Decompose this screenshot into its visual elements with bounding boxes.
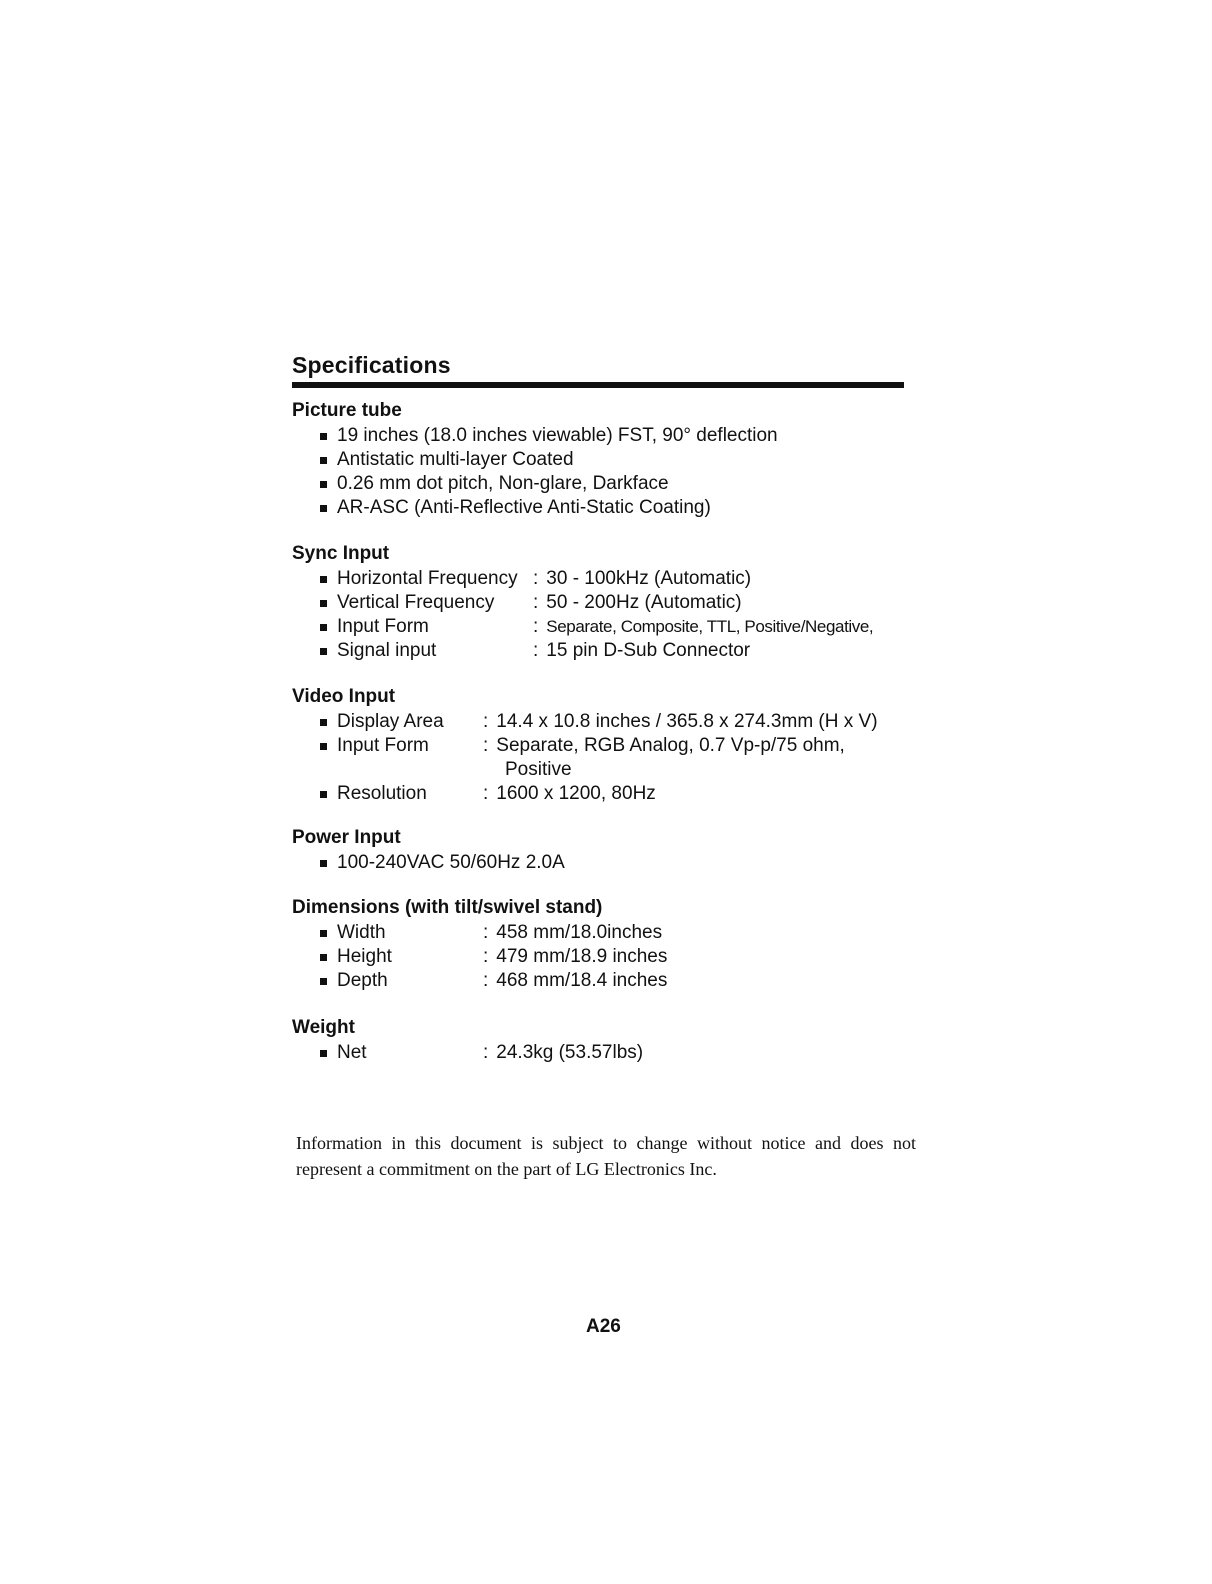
spec-separator: : — [483, 735, 489, 756]
section-heading: Picture tube — [292, 400, 402, 421]
spec-label: Signal input — [337, 640, 437, 661]
item-text: 0.26 mm dot pitch, Non-glare, Darkface — [337, 473, 669, 494]
spec-separator: : — [533, 640, 539, 661]
spec-row — [292, 782, 932, 806]
spec-value: 50 - 200Hz (Automatic) — [546, 592, 742, 613]
list-item — [292, 424, 932, 448]
section-picture-tube — [292, 399, 932, 520]
spec-row — [292, 591, 932, 615]
spec-value: Separate, RGB Analog, 0.7 Vp-p/75 ohm, — [496, 735, 845, 756]
bullet-icon — [320, 600, 327, 607]
spec-value: 14.4 x 10.8 inches / 365.8 x 274.3mm (H x V) — [496, 711, 878, 732]
bullet-icon — [320, 930, 327, 937]
bullet-icon — [320, 1050, 327, 1057]
spec-value: 30 - 100kHz (Automatic) — [546, 568, 752, 589]
spec-label: Width — [337, 922, 386, 943]
list-item — [292, 496, 932, 520]
spec-row — [292, 615, 932, 639]
spec-separator: : — [533, 616, 539, 637]
spec-label: Horizontal Frequency — [337, 568, 518, 589]
spec-separator: : — [533, 592, 539, 613]
spec-row — [292, 710, 932, 734]
spec-label: Display Area — [337, 711, 444, 732]
bullet-icon — [320, 954, 327, 961]
bullet-icon — [320, 648, 327, 655]
item-text: AR-ASC (Anti-Reflective Anti-Static Coating) — [337, 497, 711, 518]
spec-separator: : — [483, 970, 489, 991]
bullet-icon — [320, 624, 327, 631]
list-item — [292, 472, 932, 496]
spec-label: Net — [337, 1042, 367, 1063]
title-rule — [292, 382, 904, 388]
spec-label: Input Form — [337, 616, 429, 637]
spec-value: 468 mm/18.4 inches — [496, 970, 668, 991]
spec-row — [292, 945, 932, 969]
list-item — [292, 448, 932, 472]
spec-label: Vertical Frequency — [337, 592, 495, 613]
spec-value: 479 mm/18.9 inches — [496, 946, 668, 967]
bullet-icon — [320, 860, 327, 867]
page-title: Specifications — [292, 352, 451, 378]
spec-separator: : — [483, 783, 489, 804]
spec-row — [292, 734, 932, 758]
bullet-icon — [320, 433, 327, 440]
spec-row — [292, 921, 932, 945]
section-power-input — [292, 826, 932, 875]
spec-separator: : — [483, 922, 489, 943]
spec-value: 24.3kg (53.57lbs) — [496, 1042, 644, 1063]
section-heading: Dimensions (with tilt/swivel stand) — [292, 897, 603, 918]
spec-value: 15 pin D-Sub Connector — [546, 640, 751, 661]
section-dimensions — [292, 896, 932, 993]
spec-separator: : — [533, 568, 539, 589]
bullet-icon — [320, 576, 327, 583]
spec-row — [292, 1041, 932, 1065]
bullet-icon — [320, 791, 327, 798]
spec-row — [292, 639, 932, 663]
bullet-icon — [320, 719, 327, 726]
section-heading: Sync Input — [292, 543, 390, 564]
spec-separator: : — [483, 946, 489, 967]
page-number: A26 — [586, 1316, 621, 1337]
bullet-icon — [320, 978, 327, 985]
section-heading: Weight — [292, 1017, 355, 1038]
spec-separator: : — [483, 1042, 489, 1063]
spec-label: Depth — [337, 970, 388, 991]
section-video-input — [292, 685, 932, 806]
list-item — [292, 851, 932, 875]
section-heading: Video Input — [292, 686, 396, 707]
spec-value: 458 mm/18.0inches — [496, 922, 663, 943]
section-sync-input — [292, 542, 932, 663]
spec-value: 1600 x 1200, 80Hz — [496, 783, 656, 804]
section-weight — [292, 1016, 932, 1065]
item-text: Antistatic multi-layer Coated — [337, 449, 574, 470]
spec-value-continuation: Positive — [505, 759, 572, 780]
bullet-icon — [320, 743, 327, 750]
spec-label: Height — [337, 946, 392, 967]
spec-row — [292, 567, 932, 591]
bullet-icon — [320, 481, 327, 488]
spec-label: Input Form — [337, 735, 429, 756]
spec-value: Separate, Composite, TTL, Positive/Negative, — [546, 617, 874, 636]
spec-row — [292, 969, 932, 993]
bullet-icon — [320, 457, 327, 464]
section-heading: Power Input — [292, 827, 401, 848]
bullet-icon — [320, 505, 327, 512]
spec-separator: : — [483, 711, 489, 732]
item-text: 19 inches (18.0 inches viewable) FST, 90° deflection — [337, 425, 778, 446]
disclaimer-notice: Information in this document is subject to change without notice and does not represent a commitment on the part of LG Electronics Inc. — [296, 1133, 916, 1179]
item-text: 100-240VAC 50/60Hz 2.0A — [337, 852, 565, 873]
spec-label: Resolution — [337, 783, 427, 804]
